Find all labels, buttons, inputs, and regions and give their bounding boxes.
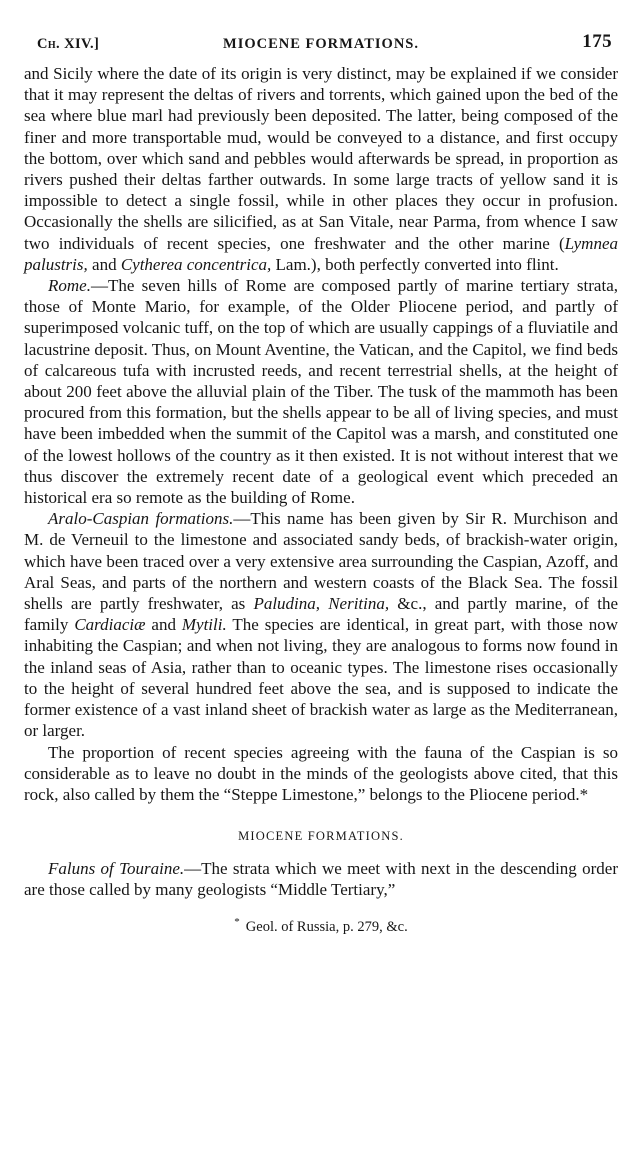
text-run: and	[145, 615, 182, 635]
paragraph-aralo-caspian	[24, 508, 618, 741]
footnote	[24, 913, 618, 936]
paragraph-rome	[24, 275, 618, 508]
family-name: Mytili.	[181, 615, 227, 635]
family-name: Cardiaciæ	[74, 615, 146, 635]
chapter-label: Ch. XIV.]	[37, 36, 100, 52]
paragraph-lead-title: Faluns of Touraine.	[48, 859, 185, 879]
running-head	[24, 33, 618, 63]
footnote-text: Geol. of Russia, p. 279, &c.	[245, 918, 408, 935]
running-title: MIOCENE FORMATIONS.	[223, 36, 419, 52]
species-name: Cytherea concentrica,	[120, 254, 272, 274]
species-name: Lymnea palustris,	[24, 233, 618, 274]
paragraph-lead-title: Aralo-Caspian formations.	[48, 509, 234, 529]
paragraph-caspian-proportion	[24, 742, 618, 806]
footnote-marker: *	[234, 915, 240, 928]
section-heading: MIOCENE FORMATIONS.	[238, 829, 404, 844]
text-run: The species are identical, in great part, with those now inhabiting the Caspian; and when not living, they are analogous to forms now found in the inland seas of Asia, rather than to oceanic types. The limestone rises occasionally to the height of several hundred feet above the sea, and is supposed to indicate the former existence of a vast inland sheet of brackish water as large as the Mediterranean, or larger.	[24, 615, 618, 741]
paragraph-sicily	[24, 63, 618, 275]
text-run: —The strata which we meet with next in the descending order are those called by many geologists “Middle Tertiary,”	[24, 859, 618, 900]
genus-name: Paludina, Neritina,	[253, 594, 390, 614]
text-run: and	[87, 254, 121, 274]
text-run: &c., and partly marine, of the family	[24, 594, 618, 635]
text-run: The proportion of recent species agreeing with the fauna of the Caspian is so considerable as to leave no doubt in the minds of the geologists above cited, that this rock, also called by them the “Steppe Limestone,” belongs to the Pliocene period.*	[24, 742, 618, 804]
text-run: —The seven hills of Rome are composed partly of marine tertiary strata, those of Monte Mario, for example, of the Older Pliocene period, and partly of superimposed volcanic tuff, on the top of which are usually cappings of a fluviatile and lacustrine deposit. Thus, on Mount Aventine, the Vatican, and the Capitol, we find beds of calcareous tufa with incrusted reeds, and recent terrestrial shells, at the height of about 200 feet above the alluvial plain of the Tiber. The tusk of the mammoth has been procured from this formation, but the shells appear to be all of living species, and must have been imbedded when the summit of the Capitol was a marsh, and constituted one of the lowest hollows of the country as it then existed. It is not without interest that we thus discover the extremely recent date of a geological event which preceded an historical era so remote as the building of Rome.	[24, 276, 618, 508]
book-page	[0, 33, 640, 1169]
text-run: and Sicily where the date of its origin is very distinct, may be explained if we consider that it may represent the deltas of rivers and torrents, which gained upon the bed of the sea where blue marl had previously been deposited. The latter, being composed of the finer and more transportable mud, would be conveyed to a distance, and first occupy the bottom, over which sand and pebbles would afterwards be spread, in proportion as rivers pushed their deltas farther outwards. In some large tracts of yellow sand it is impossible to detect a single fossil, while in other places they occur in profusion. Occasionally the shells are silicified, as at San Vitale, near Parma, from whence I saw two individuals of recent species, one freshwater and the other marine (	[24, 64, 618, 253]
paragraph-lead-title: Rome.	[48, 276, 91, 296]
text-run: Lam.), both perfectly converted into flint.	[271, 254, 559, 274]
page-number: 175	[582, 31, 612, 52]
text-run: —This name has been given by Sir R. Murchison and M. de Verneuil to the limestone and associated sandy beds, of brackish-water origin, which have been traced over a very extensive area surrounding the Caspian, Azoff, and Aral Seas, and parts of the northern and western coasts of the Black Sea. The fossil shells are partly freshwater, as	[24, 509, 618, 614]
body-text	[24, 63, 618, 935]
paragraph-faluns	[24, 858, 618, 900]
